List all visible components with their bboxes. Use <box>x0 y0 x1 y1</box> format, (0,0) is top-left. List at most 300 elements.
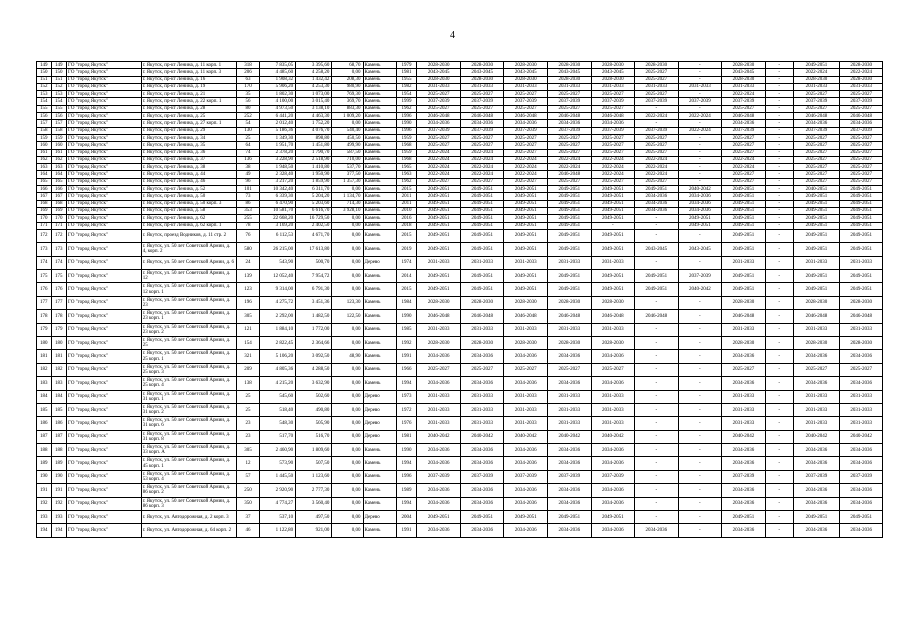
total-area-cell: 2 822,45 <box>259 336 295 349</box>
total-area-cell: 10 581,70 <box>259 207 295 214</box>
row-number-cell: 190 <box>51 470 67 483</box>
residential-area-cell: 2 402,50 <box>296 222 332 229</box>
apartments-count-cell: 305 <box>237 444 260 457</box>
row-number-cell: 186 <box>51 417 67 430</box>
period-electric-cell: 2034-2036 <box>678 207 722 214</box>
period-facade-cell: 2034-2036 <box>460 377 504 390</box>
row-index-cell: 193 <box>37 511 52 524</box>
period-heating-cell: 2049-2051 <box>548 207 592 214</box>
residential-area-cell: 505,90 <box>296 417 332 430</box>
period-basement-cell: 2049-2051 <box>722 186 766 193</box>
residential-area-cell: 3 560,40 <box>296 497 332 510</box>
owner-cell: ГО "город Якутск" <box>67 69 142 76</box>
period-basement-cell: 2037-2039 <box>722 98 766 105</box>
row-number-cell: 156 <box>51 113 67 120</box>
wall-material-cell: Камень <box>363 336 396 349</box>
build-year-cell: 2019 <box>396 243 417 256</box>
period-elevator-cell: - <box>765 377 793 390</box>
address-cell: г. Якутск, пр-кт Ленина, д. 28 <box>141 105 236 112</box>
apartments-count-cell: 138 <box>237 377 260 390</box>
row-number-cell: 172 <box>51 229 67 242</box>
residential-area-cell: 6 616,70 <box>296 207 332 214</box>
period-foundation-cell: 2025-2027 <box>504 134 548 141</box>
table-row <box>37 207 883 214</box>
build-year-cell: 1966 <box>396 363 417 376</box>
row-number-cell: 162 <box>51 156 67 163</box>
nonresidential-area-cell: 769,30 <box>332 91 363 98</box>
build-year-cell: 2015 <box>396 283 417 296</box>
period-elevator-cell: - <box>765 120 793 127</box>
apartments-count-cell: 101 <box>237 186 260 193</box>
period-meters-cell: 2037-2039 <box>840 470 883 483</box>
period-basement-cell: 2049-2051 <box>722 200 766 207</box>
row-number-cell: 194 <box>51 524 67 537</box>
build-year-cell: 1982 <box>396 83 417 90</box>
period-sewer-cell: - <box>635 470 679 483</box>
period-water-cell: 2031-2033 <box>591 403 635 416</box>
period-foundation-cell: 2049-2051 <box>504 229 548 242</box>
period-water-cell: 2046-2048 <box>591 113 635 120</box>
row-index-cell: 181 <box>37 350 52 363</box>
address-cell: г. Якутск, пр-кт Ленина, д. 62 <box>141 215 236 222</box>
period-water-cell: 2034-2036 <box>591 524 635 537</box>
period-water-cell: 2046-2048 <box>591 310 635 323</box>
address-cell: г. Якутск, пр-кт Ленина, д. 19 <box>141 83 236 90</box>
period-foundation-cell: 2034-2036 <box>504 497 548 510</box>
table-row <box>37 215 883 222</box>
table-row <box>37 350 883 363</box>
total-area-cell: 6 339,30 <box>259 193 295 200</box>
address-cell: г. Якутск, пр-кт Ленина, д. 58 <box>141 207 236 214</box>
period-basement-cell: 2025-2027 <box>722 171 766 178</box>
period-heating-cell: 2049-2051 <box>548 193 592 200</box>
address-cell: г. Якутск, пр-кт Ленина, д. 22 корп. 1 <box>141 98 236 105</box>
period-electric-cell: 2037-2039 <box>678 98 722 105</box>
period-basement-cell: 2049-2051 <box>722 229 766 242</box>
wall-material-cell: Камень <box>363 323 396 336</box>
period-roof-cell: 2031-2033 <box>417 403 461 416</box>
residential-area-cell: 1 772,00 <box>296 323 332 336</box>
period-basement-cell: 2034-2036 <box>722 120 766 127</box>
period-facade-cell: 2043-2045 <box>460 69 504 76</box>
build-year-cell: 1990 <box>396 120 417 127</box>
build-year-cell: 1989 <box>396 484 417 497</box>
total-area-cell: 2 292,00 <box>259 310 295 323</box>
residential-area-cell: 3 451,36 <box>296 296 332 309</box>
period-sewer-cell: 2022-2024 <box>635 171 679 178</box>
residential-area-cell: 4 258,20 <box>296 69 332 76</box>
table-row <box>37 377 883 390</box>
period-elevator-cell: - <box>765 403 793 416</box>
period-gas-cell: 2025-2027 <box>793 164 840 171</box>
total-area-cell: 1 951,70 <box>259 142 295 149</box>
build-year-cell: 1965 <box>396 164 417 171</box>
total-area-cell: 2 378,20 <box>259 149 295 156</box>
period-roof-cell: 2022-2024 <box>417 164 461 171</box>
row-number-cell: 185 <box>51 403 67 416</box>
residential-area-cell: 3 632,90 <box>296 377 332 390</box>
table-row <box>37 417 883 430</box>
period-foundation-cell: 2037-2039 <box>504 98 548 105</box>
wall-material-cell: Камень <box>363 470 396 483</box>
table-row <box>37 193 883 200</box>
row-index-cell: 149 <box>37 62 52 69</box>
period-basement-cell: 2034-2036 <box>722 484 766 497</box>
period-electric-cell: 2034-2036 <box>678 200 722 207</box>
period-facade-cell: 2034-2036 <box>460 350 504 363</box>
period-facade-cell: 2025-2027 <box>460 178 504 185</box>
period-water-cell: 2034-2036 <box>591 120 635 127</box>
residential-area-cell: 1 451,80 <box>296 142 332 149</box>
address-cell: г. Якутск, пр-кт Ленина, д. 62 корп. 1 <box>141 222 236 229</box>
build-year-cell: 1994 <box>396 457 417 470</box>
period-gas-cell: 2031-2033 <box>793 256 840 269</box>
owner-cell: ГО "город Якутск" <box>67 256 142 269</box>
residential-area-cell: 7 954,72 <box>296 270 332 283</box>
nonresidential-area-cell: 0,00 <box>332 363 363 376</box>
period-facade-cell: 2034-2036 <box>460 484 504 497</box>
build-year-cell: 1996 <box>396 113 417 120</box>
nonresidential-area-cell: 499,90 <box>332 142 363 149</box>
total-area-cell: 2 460,90 <box>259 444 295 457</box>
owner-cell: ГО "город Якутск" <box>67 310 142 323</box>
period-elevator-cell: - <box>765 193 793 200</box>
address-cell: г. Якутск, пр-кт Ленина, д. 34 <box>141 134 236 141</box>
total-area-cell: 4 805,36 <box>259 363 295 376</box>
residential-area-cell: 497,50 <box>296 511 332 524</box>
apartments-count-cell: 130 <box>237 127 260 134</box>
apartments-count-cell: 154 <box>237 336 260 349</box>
apartments-count-cell: 49 <box>237 171 260 178</box>
residential-area-cell: 2 364,66 <box>296 336 332 349</box>
address-cell: г. Якутск, ул. 50 лет Советской Армии, д. 4, корп. 2 <box>141 243 236 256</box>
period-basement-cell: 2025-2027 <box>722 142 766 149</box>
period-water-cell: 2049-2051 <box>591 215 635 222</box>
period-water-cell: 2031-2033 <box>591 83 635 90</box>
period-heating-cell: 2046-2048 <box>548 171 592 178</box>
period-elevator-cell: - <box>765 178 793 185</box>
period-elevator-cell: - <box>765 270 793 283</box>
period-basement-cell: 2049-2051 <box>722 222 766 229</box>
address-cell: г. Якутск, ул. 50 лет Советской Армии, д. 6 <box>141 256 236 269</box>
period-electric-cell: 2049-2051 <box>678 215 722 222</box>
period-basement-cell: 2034-2036 <box>722 350 766 363</box>
row-index-cell: 167 <box>37 193 52 200</box>
period-basement-cell: 2028-2030 <box>722 62 766 69</box>
period-elevator-cell: - <box>765 98 793 105</box>
row-number-cell: 187 <box>51 430 67 443</box>
period-gas-cell: 2040-2051 <box>793 186 840 193</box>
owner-cell: ГО "город Якутск" <box>67 390 142 403</box>
period-roof-cell: 2022-2024 <box>417 171 461 178</box>
period-gas-cell: 2022-2024 <box>793 69 840 76</box>
period-elevator-cell: - <box>765 323 793 336</box>
period-meters-cell: 2031-2033 <box>840 403 883 416</box>
period-facade-cell: 2046-2048 <box>460 113 504 120</box>
wall-material-cell: Камень <box>363 444 396 457</box>
table-row <box>37 178 883 185</box>
build-year-cell: 1981 <box>396 69 417 76</box>
wall-material-cell: Камень <box>363 283 396 296</box>
period-sewer-cell: 2022-2024 <box>635 113 679 120</box>
build-year-cell: 1991 <box>396 350 417 363</box>
period-roof-cell: 2025-2027 <box>417 142 461 149</box>
build-year-cell: 1999 <box>396 98 417 105</box>
row-index-cell: 180 <box>37 336 52 349</box>
period-roof-cell: 2037-2039 <box>417 98 461 105</box>
nonresidential-area-cell: 0,00 <box>332 243 363 256</box>
nonresidential-area-cell: 0,00 <box>332 215 363 222</box>
period-sewer-cell: 2022-2024 <box>635 164 679 171</box>
row-index-cell: 189 <box>37 457 52 470</box>
period-elevator-cell: - <box>765 76 793 83</box>
period-meters-cell: 2049-2051 <box>840 243 883 256</box>
table-row <box>37 222 883 229</box>
apartments-count-cell: 54 <box>237 120 260 127</box>
owner-cell: ГО "город Якутск" <box>67 270 142 283</box>
period-roof-cell: 2031-2033 <box>417 83 461 90</box>
residential-area-cell: 1 432,42 <box>296 76 332 83</box>
period-elevator-cell: - <box>765 310 793 323</box>
period-electric-cell: - <box>678 363 722 376</box>
period-roof-cell: 2031-2033 <box>417 323 461 336</box>
table-row <box>37 149 883 156</box>
residential-area-cell: 507,50 <box>296 457 332 470</box>
period-foundation-cell: 2049-2051 <box>504 207 548 214</box>
total-area-cell: 2 328,40 <box>259 171 295 178</box>
period-gas-cell: 2025-2027 <box>793 178 840 185</box>
nonresidential-area-cell: 587,50 <box>332 149 363 156</box>
period-sewer-cell: - <box>635 363 679 376</box>
build-year-cell: 2004 <box>396 511 417 524</box>
period-sewer-cell: - <box>635 323 679 336</box>
period-water-cell: 2025-2027 <box>591 134 635 141</box>
period-meters-cell: 2025-2027 <box>840 91 883 98</box>
period-water-cell: 2034-2036 <box>591 444 635 457</box>
wall-material-cell: Камень <box>363 350 396 363</box>
period-roof-cell: 2037-2039 <box>417 470 461 483</box>
row-number-cell: 168 <box>51 200 67 207</box>
wall-material-cell: Камень <box>363 69 396 76</box>
residential-area-cell: 1 482,50 <box>296 310 332 323</box>
period-gas-cell: 2034-2036 <box>793 350 840 363</box>
apartments-count-cell: 255 <box>237 215 260 222</box>
period-foundation-cell: 2049-2051 <box>504 270 548 283</box>
period-sewer-cell: 2025-2027 <box>635 178 679 185</box>
owner-cell: ГО "город Якутск" <box>67 149 142 156</box>
period-electric-cell: - <box>678 350 722 363</box>
period-water-cell: 2028-2030 <box>591 336 635 349</box>
period-gas-cell: 2031-2033 <box>793 417 840 430</box>
row-number-cell: 170 <box>51 215 67 222</box>
period-facade-cell: 2037-2039 <box>460 470 504 483</box>
row-index-cell: 185 <box>37 403 52 416</box>
residential-area-cell: 921,00 <box>296 524 332 537</box>
wall-material-cell: Камень <box>363 222 396 229</box>
period-water-cell: 2049-2051 <box>591 229 635 242</box>
wall-material-cell: Камень <box>363 186 396 193</box>
period-meters-cell: 2028-2030 <box>840 336 883 349</box>
period-basement-cell: 2046-2048 <box>722 310 766 323</box>
table-row <box>37 390 883 403</box>
period-heating-cell: 2037-2039 <box>548 98 592 105</box>
address-cell: г. Якутск, ул. 50 лет Советской Армии, д. 86 корп. 2 <box>141 484 236 497</box>
period-elevator-cell: - <box>765 222 793 229</box>
apartments-count-cell: 196 <box>237 296 260 309</box>
period-heating-cell: 2034-2036 <box>548 350 592 363</box>
period-electric-cell: - <box>678 430 722 443</box>
period-water-cell: 2028-2030 <box>591 62 635 69</box>
build-year-cell: 2016 <box>396 215 417 222</box>
period-meters-cell: 2031-2033 <box>840 417 883 430</box>
apartments-count-cell: 35 <box>237 91 260 98</box>
total-area-cell: 5 186,36 <box>259 127 295 134</box>
period-gas-cell: 2049-2051 <box>793 215 840 222</box>
table-row <box>37 200 883 207</box>
address-cell: г. Якутск, ул. Автодорожная, д. 64 корп. 2 <box>141 524 236 537</box>
row-index-cell: 188 <box>37 444 52 457</box>
period-gas-cell: 2031-2033 <box>793 83 840 90</box>
total-area-cell: 10 342,40 <box>259 186 295 193</box>
row-index-cell: 172 <box>37 229 52 242</box>
nonresidential-area-cell: 450,50 <box>332 134 363 141</box>
nonresidential-area-cell: 68,70 <box>332 62 363 69</box>
nonresidential-area-cell: 48,90 <box>332 350 363 363</box>
address-cell: г. Якутск, пр-кт Ленина, д. 29 <box>141 127 236 134</box>
address-cell: г. Якутск, ул. Автодорожная, д. 2 корп. 3 <box>141 511 236 524</box>
period-meters-cell: 2049-2051 <box>840 186 883 193</box>
period-elevator-cell: - <box>765 444 793 457</box>
period-facade-cell: 2049-2051 <box>460 511 504 524</box>
wall-material-cell: Камень <box>363 76 396 83</box>
period-heating-cell: 2034-2036 <box>548 444 592 457</box>
owner-cell: ГО "город Якутск" <box>67 229 142 242</box>
period-basement-cell: 2031-2033 <box>722 403 766 416</box>
total-area-cell: 3 217,20 <box>259 178 295 185</box>
period-facade-cell: 2028-2030 <box>460 296 504 309</box>
period-water-cell: 2049-2051 <box>591 283 635 296</box>
period-basement-cell: 2025-2027 <box>722 178 766 185</box>
residential-area-cell: 898,80 <box>296 134 332 141</box>
period-foundation-cell: 2049-2051 <box>504 222 548 229</box>
period-heating-cell: 2025-2027 <box>548 91 592 98</box>
period-foundation-cell: 2031-2033 <box>504 83 548 90</box>
apartments-count-cell: 37 <box>237 511 260 524</box>
period-facade-cell: 2031-2033 <box>460 417 504 430</box>
address-cell: г. Якутск, пр-кт Ленина, д. 16 <box>141 76 236 83</box>
apartments-count-cell: 136 <box>237 156 260 163</box>
owner-cell: ГО "город Якутск" <box>67 363 142 376</box>
period-meters-cell: 2049-2051 <box>840 222 883 229</box>
row-index-cell: 178 <box>37 310 52 323</box>
period-elevator-cell: - <box>765 470 793 483</box>
period-elevator-cell: - <box>765 417 793 430</box>
residential-area-cell: 516,70 <box>296 430 332 443</box>
apartments-count-cell: 206 <box>237 69 260 76</box>
nonresidential-area-cell: 0,00 <box>332 377 363 390</box>
period-foundation-cell: 2037-2039 <box>504 470 548 483</box>
table-row <box>37 283 883 296</box>
period-basement-cell: 2049-2051 <box>722 193 766 200</box>
address-cell: г. Якутск, ул. 50 лет Советской Армии, д. 31 корп. 2 <box>141 403 236 416</box>
total-area-cell: 3 228,90 <box>259 156 295 163</box>
period-elevator-cell: - <box>765 200 793 207</box>
period-gas-cell: 2049-2051 <box>793 62 840 69</box>
period-electric-cell: 2037-2039 <box>678 270 722 283</box>
nonresidential-area-cell: 0,00 <box>332 470 363 483</box>
table-row <box>37 363 883 376</box>
row-number-cell: 183 <box>51 377 67 390</box>
period-heating-cell: 2049-2051 <box>548 186 592 193</box>
row-index-cell: 191 <box>37 484 52 497</box>
apartments-count-cell: 78 <box>237 222 260 229</box>
period-heating-cell: 2049-2051 <box>548 270 592 283</box>
period-sewer-cell: 2034-2036 <box>635 193 679 200</box>
period-sewer-cell: - <box>635 105 679 112</box>
period-roof-cell: 2034-2036 <box>417 120 461 127</box>
period-roof-cell: 2049-2051 <box>417 511 461 524</box>
nonresidential-area-cell: 0,00 <box>332 186 363 193</box>
period-sewer-cell: - <box>635 511 679 524</box>
nonresidential-area-cell: 537,70 <box>332 164 363 171</box>
period-water-cell: 2022-2024 <box>591 171 635 178</box>
nonresidential-area-cell: 0,00 <box>332 283 363 296</box>
period-heating-cell: 2028-2030 <box>548 296 592 309</box>
period-roof-cell: 2049-2051 <box>417 270 461 283</box>
nonresidential-area-cell: 0,00 <box>332 229 363 242</box>
period-meters-cell: 2049-2051 <box>840 229 883 242</box>
owner-cell: ГО "город Якутск" <box>67 222 142 229</box>
table-row <box>37 444 883 457</box>
period-electric-cell: - <box>678 164 722 171</box>
table-row <box>37 105 883 112</box>
row-number-cell: 177 <box>51 296 67 309</box>
period-roof-cell: 2022-2024 <box>417 149 461 156</box>
period-foundation-cell: 2049-2051 <box>504 200 548 207</box>
period-heating-cell: 2028-2030 <box>548 76 592 83</box>
address-cell: г. Якутск, ул. 50 лет Советской Армии, д. 25 корп. 4 <box>141 377 236 390</box>
row-number-cell: 174 <box>51 256 67 269</box>
nonresidential-area-cell: 0,00 <box>332 256 363 269</box>
period-heating-cell: 2025-2027 <box>548 178 592 185</box>
period-facade-cell: 2046-2048 <box>460 310 504 323</box>
period-meters-cell: 2049-2051 <box>840 215 883 222</box>
wall-material-cell: Камень <box>363 310 396 323</box>
wall-material-cell: Камень <box>363 156 396 163</box>
total-area-cell: 573,90 <box>259 457 295 470</box>
period-gas-cell: 2034-2036 <box>793 457 840 470</box>
build-year-cell: 1959 <box>396 134 417 141</box>
nonresidential-area-cell: 1 357,30 <box>332 178 363 185</box>
build-year-cell: 1992 <box>396 336 417 349</box>
period-electric-cell: - <box>678 256 722 269</box>
total-area-cell: 548,30 <box>259 417 295 430</box>
row-number-cell: 160 <box>51 142 67 149</box>
address-cell: г. Якутск, пр-кт Ленина, д. 46 <box>141 178 236 185</box>
table-row <box>37 511 883 524</box>
period-sewer-cell: - <box>635 430 679 443</box>
period-sewer-cell: 2022-2024 <box>635 156 679 163</box>
table-row <box>37 91 883 98</box>
period-electric-cell: 2043-2045 <box>678 243 722 256</box>
period-gas-cell: 2028-2030 <box>793 76 840 83</box>
owner-cell: ГО "город Якутск" <box>67 120 142 127</box>
row-number-cell: 159 <box>51 134 67 141</box>
row-index-cell: 163 <box>37 164 52 171</box>
total-area-cell: 4 215,20 <box>259 377 295 390</box>
period-gas-cell: 2025-2027 <box>793 171 840 178</box>
row-index-cell: 184 <box>37 390 52 403</box>
